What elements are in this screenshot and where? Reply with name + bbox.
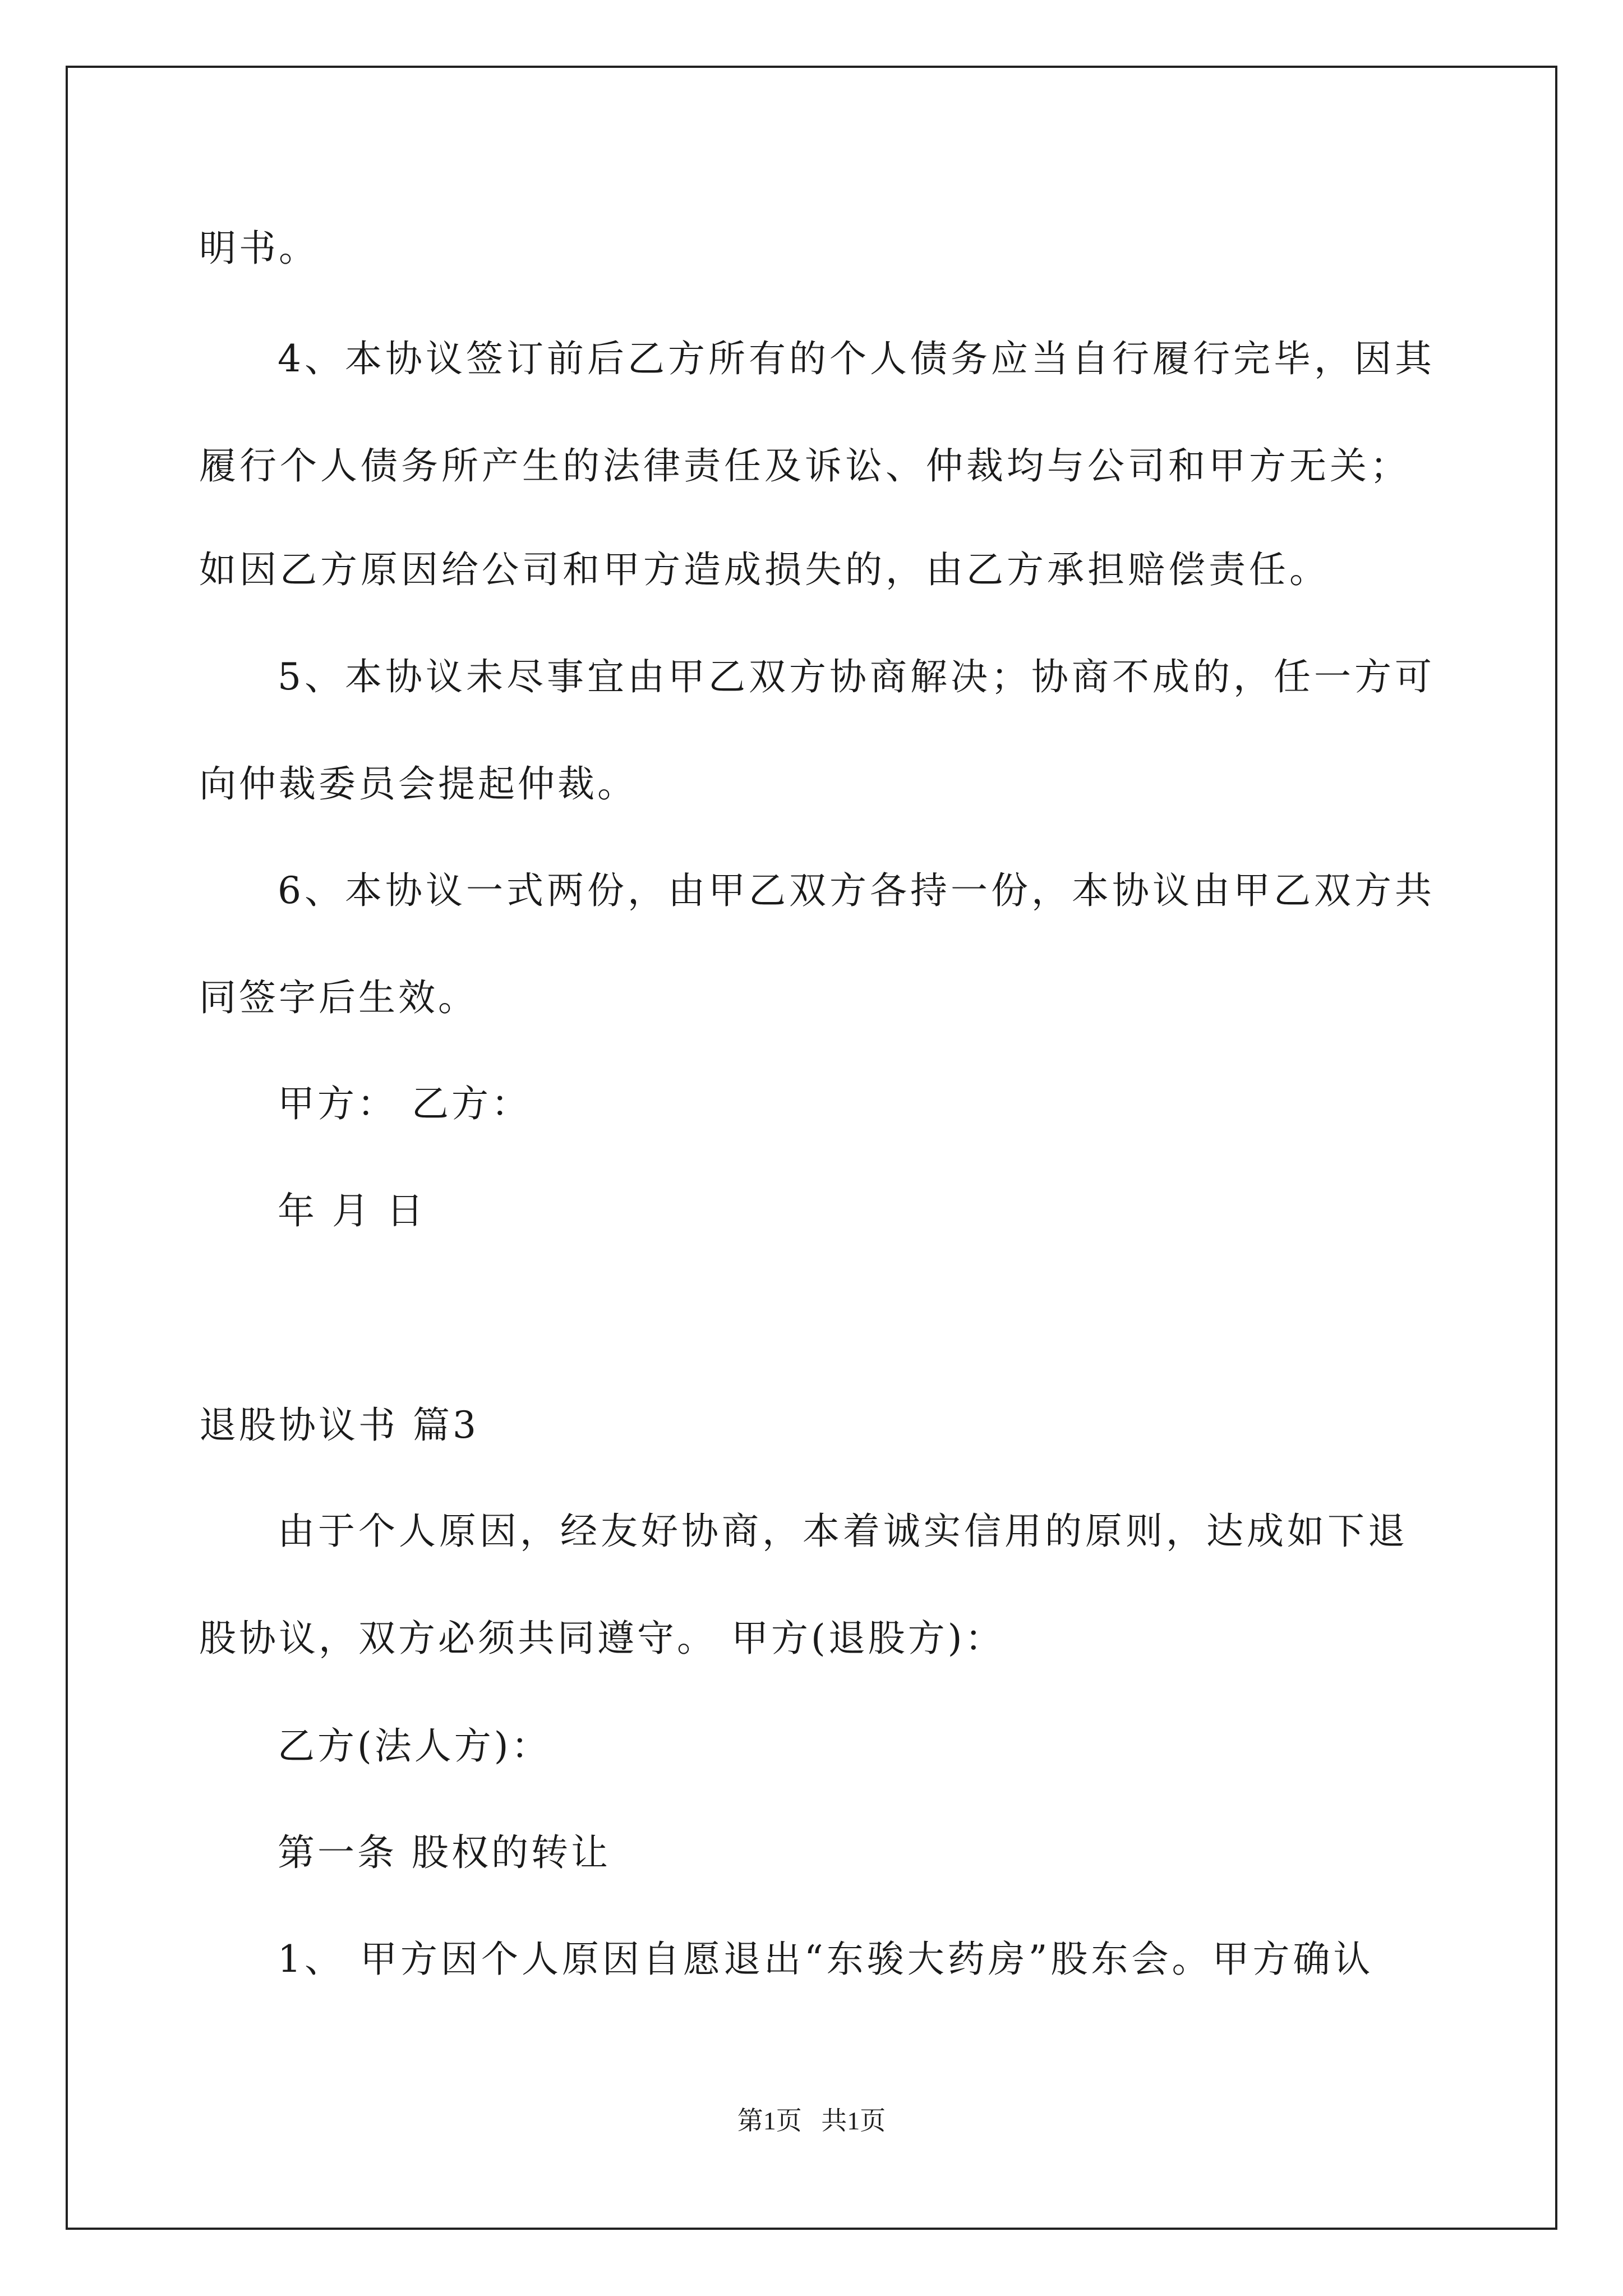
clause-5-line-2: 向仲裁委员会提起仲裁。 (199, 762, 637, 806)
page-border (66, 66, 1557, 2230)
signature-date: 年 月 日 (278, 1189, 426, 1232)
party-b-line: 乙方(法人方)： (278, 1724, 551, 1768)
page-footer: 第1页 共1页 (737, 2106, 886, 2135)
body-line-continuation: 明书。 (199, 227, 319, 270)
clause-4-line-3: 如因乙方原因给公司和甲方造成损失的，由乙方承担赔偿责任。 (199, 548, 1330, 591)
clause-6-line-2: 同签字后生效。 (199, 976, 478, 1019)
clause-5-line-1: 5、本协议未尽事宜由甲乙双方协商解决；协商不成的，任一方可 (278, 655, 1435, 698)
section-heading: 退股协议书 篇3 (199, 1404, 479, 1447)
intro-line-2: 股协议，双方必须共同遵守。 甲方(退股方)： (199, 1617, 1005, 1660)
clause-4-line-1: 4、本协议签订前后乙方所有的个人债务应当自行履行完毕，因其 (278, 337, 1435, 380)
article-1-heading: 第一条 股权的转让 (278, 1831, 611, 1874)
clause-4-line-2: 履行个人债务所产生的法律责任及诉讼、仲裁均与公司和甲方无关； (199, 444, 1410, 487)
signature-parties: 甲方： 乙方： (278, 1082, 531, 1125)
article-1-item-1: 1、 甲方因个人原因自愿退出“东骏大药房”股东会。甲方确认 (278, 1938, 1374, 1981)
clause-6-line-1: 6、本协议一式两份，由甲乙双方各持一份，本协议由甲乙双方共 (278, 869, 1435, 912)
intro-line-1: 由于个人原因，经友好协商，本着诚实信用的原则，达成如下退 (278, 1510, 1408, 1553)
